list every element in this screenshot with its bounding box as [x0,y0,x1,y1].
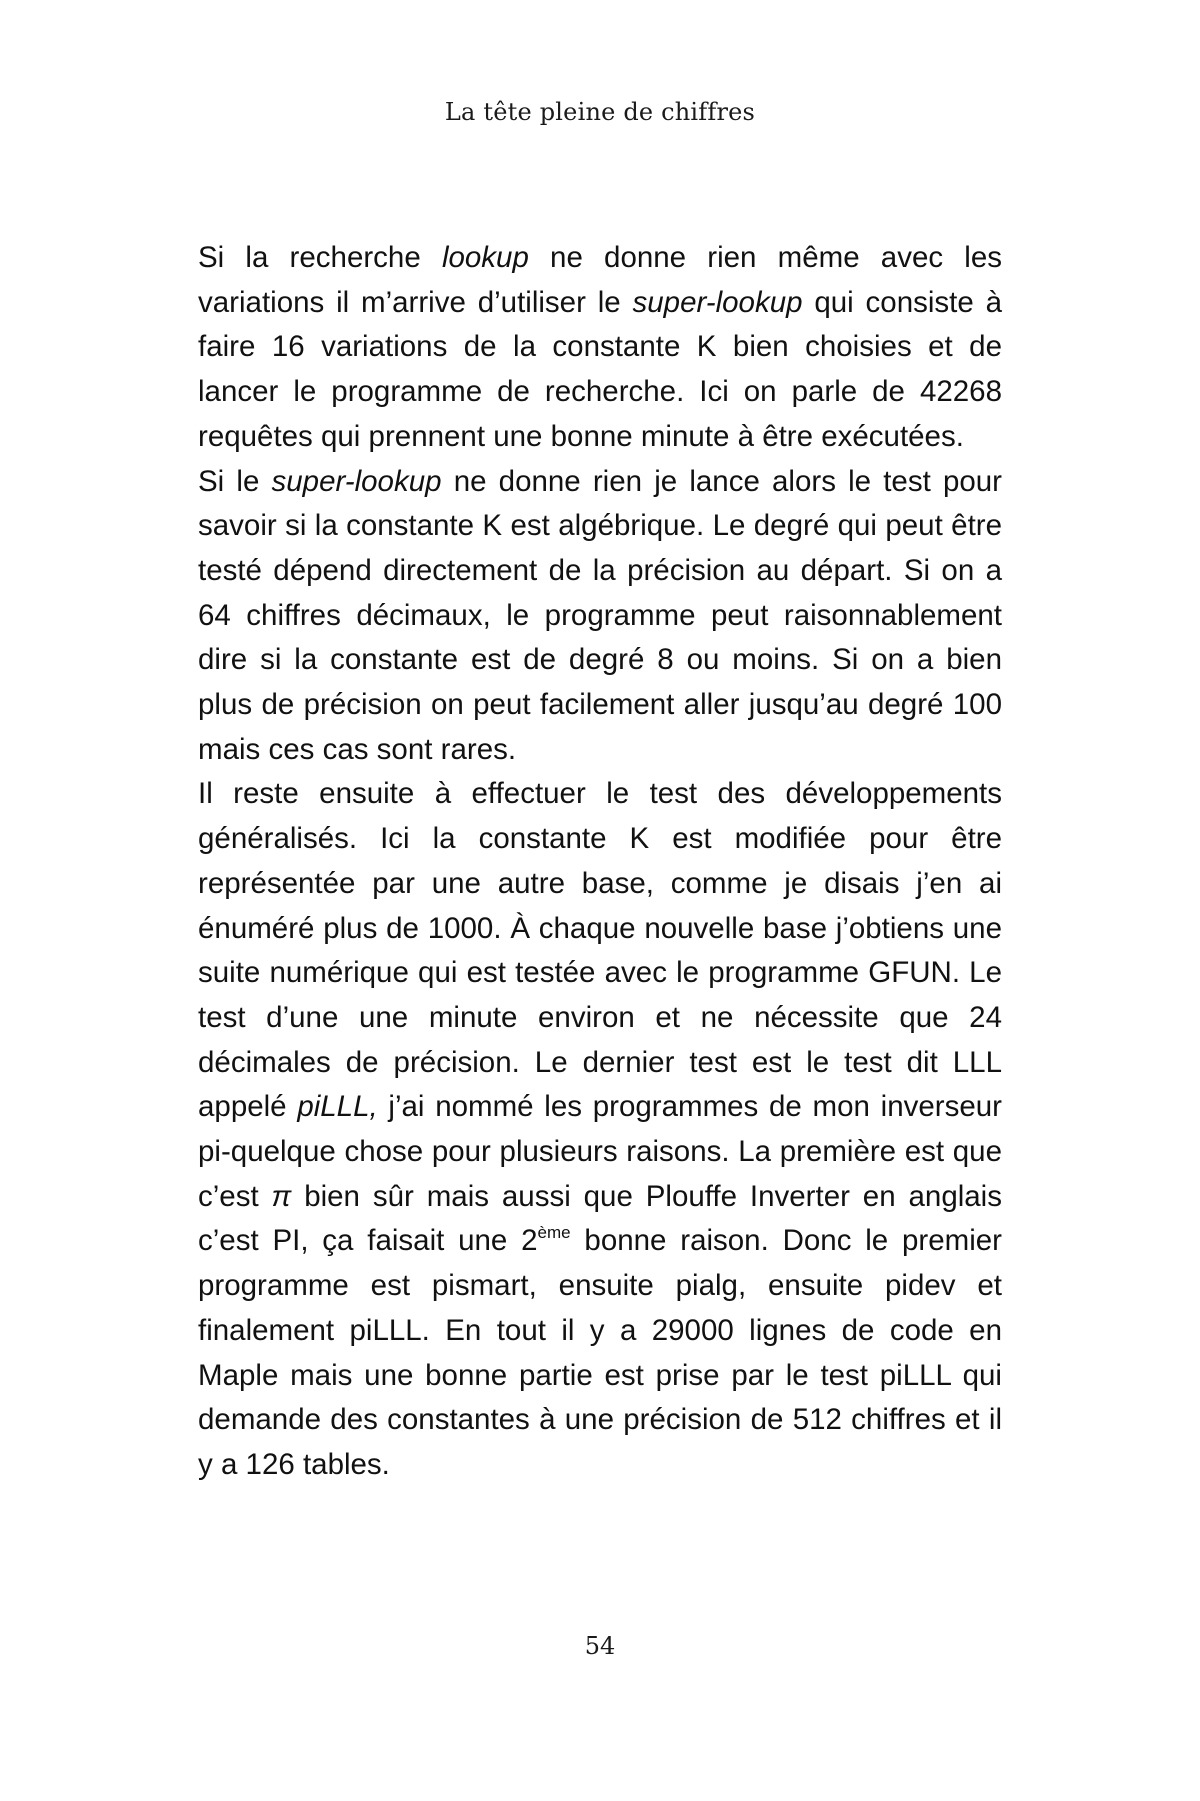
running-header: La tête pleine de chiffres [444,98,756,126]
paragraph [198,236,1002,460]
text-segment: j’ai nommé les programmes de mon inverseur pi-quelque chose pour plusieurs raisons. La première est que c’est [198,1090,1002,1213]
paragraph [198,460,1002,773]
text-segment: qui consiste à faire 16 variations de la constante K bien choisies et de lancer le programme de recherche. Ici on parle de 42268 requêtes qui prennent une bonne minute à être exécutées. [198,285,1002,453]
superscript-text: ème [537,1223,571,1243]
body-text [198,236,1002,1488]
text-segment: ne donne rien même avec les variations il m’arrive d’utiliser le [198,241,1002,319]
text-segment: bonne raison. Donc le premier programme est pismart, ensuite pialg, ensuite pidev et finalement piLLL. En tout il y a 29000 lignes de code en Maple mais une bonne partie est prise par le test piLLL qui demande des constantes à une précision de 512 chiffres et il y a 126 tables. [198,1224,1002,1481]
paragraph [198,772,1002,1487]
text-segment: ne donne rien je lance alors le test pour savoir si la constante K est algébrique. Le degré qui peut être testé dépend directement de la précision au départ. Si on a 64 chiffres décimaux, le programme peut raisonnablement dire si la constante est de degré 8 ou moins. Si on a bien plus de précision on peut facilement aller jusqu’au degré 100 mais ces cas sont rares. [198,464,1002,766]
italic-text: π [271,1179,292,1213]
text-segment: bien sûr mais aussi que Plouffe Inverter en anglais c’est PI, ça faisait une 2 [198,1179,1002,1258]
italic-text: super-lookup [632,285,803,319]
italic-text: super-lookup [271,464,442,498]
italic-text: piLLL, [297,1090,378,1124]
page-number: 54 [584,1632,616,1660]
text-segment: Si la recherche [198,241,442,274]
italic-text: lookup [441,241,529,274]
text-segment: Il reste ensuite à effectuer le test des développements généralisés. Ici la constante K est modifiée pour être représentée par une autre base, comme je disais j’en ai énuméré plus de 1000. À chaque nouvelle base j’obtiens une suite numérique qui est testée avec le programme GFUN. Le test d’une une minute environ et ne nécessite que 24 décimales de précision. Le dernier test est le test dit LLL appelé [198,777,1002,1124]
text-segment: Si le [198,464,272,498]
